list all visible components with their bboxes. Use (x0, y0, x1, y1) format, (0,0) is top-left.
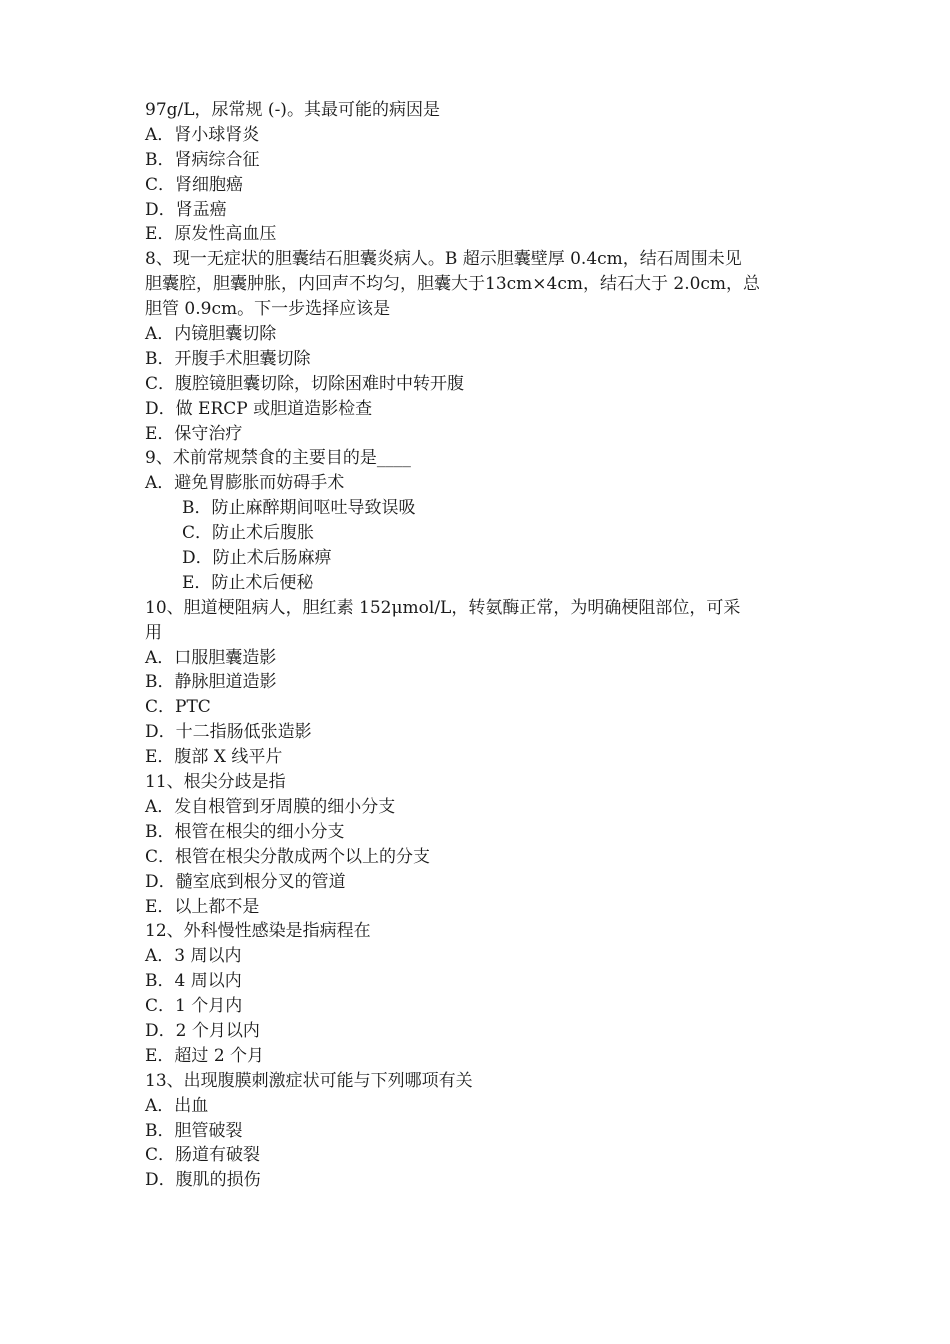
q9-option-c: C．防止术后腹胀 (182, 523, 315, 544)
question-12-stem: 12、外科慢性感染是指病程在 (145, 921, 371, 942)
question-11-stem: 11、根尖分歧是指 (145, 772, 286, 793)
q7-option-c: C．肾细胞癌 (145, 174, 244, 195)
q12-option-d: D．2 个月以内 (145, 1020, 260, 1041)
q11-option-d: D．髓室底到根分叉的管道 (145, 871, 346, 892)
question-10-stem-line-2: 用 (145, 622, 162, 643)
q12-option-c: C．1 个月内 (145, 996, 243, 1017)
q7-option-d: D．肾盂癌 (145, 199, 227, 220)
q7-option-b: B．肾病综合征 (145, 149, 260, 170)
question-7-stem-tail: 97g/L，尿常规 (-)。其最可能的病因是 (145, 100, 440, 120)
q7-option-e: E．原发性高血压 (145, 224, 277, 245)
q12-option-e: E．超过 2 个月 (145, 1045, 265, 1066)
q9-option-a: A．避免胃膨胀而妨碍手术 (145, 473, 345, 494)
q11-option-b: B．根管在根尖的细小分支 (145, 821, 345, 842)
q9-option-b: B．防止麻醉期间呕吐导致误吸 (182, 498, 416, 519)
q9-option-d: D．防止术后肠麻痹 (182, 548, 332, 569)
q8-option-e: E．保守治疗 (145, 423, 243, 444)
q13-option-d: D．腹肌的损伤 (145, 1170, 261, 1191)
q13-option-c: C．肠道有破裂 (145, 1145, 261, 1166)
question-8-stem-line-3: 胆管 0.9cm。下一步选择应该是 (145, 299, 391, 320)
q10-option-c: C．PTC (145, 697, 211, 718)
q11-option-e: E．以上都不是 (145, 896, 260, 917)
q10-option-b: B．静脉胆道造影 (145, 672, 277, 693)
document-body (145, 98, 807, 1193)
q10-option-d: D．十二指肠低张造影 (145, 722, 312, 743)
question-10-stem-line-1: 10、胆道梗阻病人，胆红素 152μmol/L，转氨酶正常，为明确梗阻部位，可采 (145, 597, 741, 618)
q8-option-c: C．腹腔镜胆囊切除，切除困难时中转开腹 (145, 373, 465, 394)
question-8-stem-line-2: 胆囊腔，胆囊肿胀，内回声不均匀，胆囊大于13cm×4cm，结石大于 2.0cm，总 (145, 274, 761, 295)
question-8-stem-line-1: 8、现一无症状的胆囊结石胆囊炎病人。B 超示胆囊壁厚 0.4cm，结石周围未见 (145, 249, 742, 270)
q13-option-b: B．胆管破裂 (145, 1120, 243, 1141)
q9-option-e: E．防止术后便秘 (182, 572, 314, 593)
q8-option-b: B．开腹手术胆囊切除 (145, 348, 311, 369)
q7-option-a: A．肾小球肾炎 (145, 124, 260, 145)
q10-option-e: E．腹部 X 线平片 (145, 747, 283, 768)
q8-option-a: A．内镜胆囊切除 (145, 324, 277, 345)
q12-option-a: A．3 周以内 (145, 946, 242, 967)
q11-option-a: A．发自根管到牙周膜的细小分支 (145, 796, 396, 817)
q10-option-a: A．口服胆囊造影 (145, 647, 277, 668)
q11-option-c: C．根管在根尖分散成两个以上的分支 (145, 846, 431, 867)
question-13-stem: 13、出现腹膜刺激症状可能与下列哪项有关 (145, 1070, 473, 1091)
question-9-stem: 9、术前常规禁食的主要目的是____ (145, 448, 411, 469)
q13-option-a: A．出血 (145, 1095, 209, 1116)
q8-option-d: D．做 ERCP 或胆道造影检查 (145, 398, 373, 419)
q12-option-b: B．4 周以内 (145, 971, 242, 992)
